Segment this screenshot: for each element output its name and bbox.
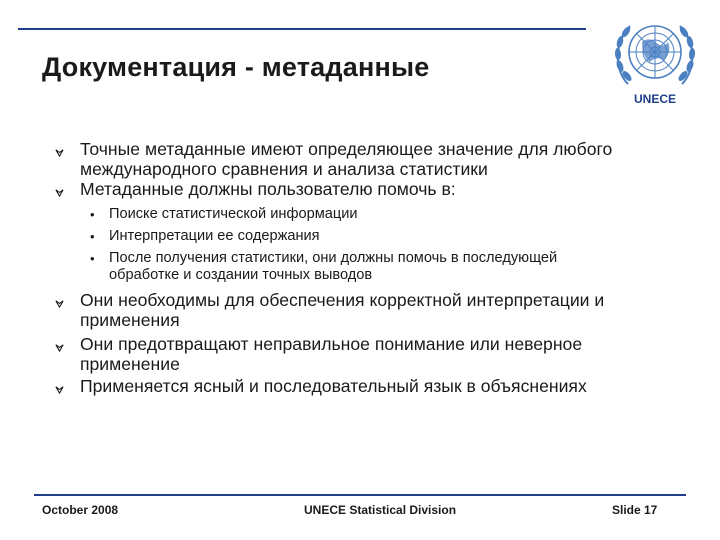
slide-title: Документация - метаданные bbox=[42, 52, 430, 82]
dot-bullet-icon: • bbox=[90, 251, 95, 266]
arrowhead-bullet-icon bbox=[55, 148, 64, 157]
bullet-metadata-helps: Метаданные должны пользователю помочь в: bbox=[80, 179, 456, 199]
footer-slide-number: Slide 17 bbox=[612, 503, 658, 517]
bullet-metadata-importance: Точные метаданные имеют определяющее значение для любого международного сравнения и анализа статистики bbox=[80, 139, 613, 179]
bullet-prevent-misunderstanding: Они предотвращают неправильное понимание или неверное применение bbox=[80, 334, 583, 374]
dot-bullet-icon: • bbox=[90, 207, 95, 222]
sub-bullet-search: Поиске статистической информации bbox=[109, 206, 358, 222]
bullet-correct-interpretation: Они необходимы для обеспечения корректной интерпретации и применения bbox=[80, 290, 605, 330]
footer-organization: UNECE Statistical Division bbox=[304, 503, 457, 517]
arrowhead-bullet-icon bbox=[55, 343, 64, 352]
sub-bullet-processing: После получения статистики, они должны помочь в последующей обработке и создании точных выводов bbox=[109, 250, 558, 283]
sub-bullet-interpretation: Интерпретации ее содержания bbox=[109, 228, 320, 244]
footer-rule bbox=[34, 494, 686, 496]
dot-bullet-icon: • bbox=[90, 229, 95, 244]
arrowhead-bullet-icon bbox=[55, 188, 64, 197]
arrowhead-bullet-icon bbox=[55, 385, 64, 394]
bullet-clear-language: Применяется ясный и последовательный язык в объяснениях bbox=[80, 376, 587, 396]
logo-label: UNECE bbox=[633, 92, 676, 106]
arrowhead-bullet-icon bbox=[55, 299, 64, 308]
footer-date: October 2008 bbox=[42, 503, 119, 517]
